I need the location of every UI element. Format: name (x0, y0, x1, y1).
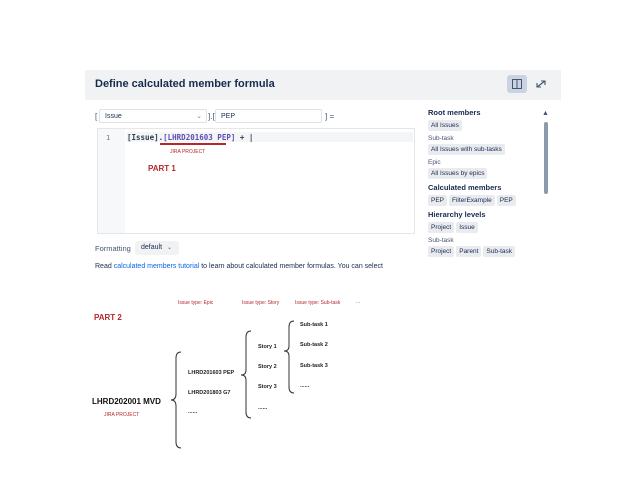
member-name-value: PEP (221, 113, 236, 120)
issue-type-ellipsis: ... (356, 299, 361, 305)
issue-type-epic-value: Epic (203, 300, 214, 306)
chip-project-2[interactable]: Project (428, 246, 454, 257)
epic-subheading: Epic (428, 159, 441, 166)
bracket-mid: ].[ (208, 112, 215, 121)
issue-type-epic-label: Issue type: (178, 300, 203, 306)
hierarchy-levels-heading: Hierarchy levels (428, 210, 486, 219)
issue-type-subtask-value: Sub-task (320, 300, 341, 306)
subtask-subheading: Sub-task (428, 135, 454, 142)
brace-stories (241, 331, 251, 418)
epic-node: LHRD201803 G7 (188, 390, 231, 396)
scroll-up-icon[interactable]: ▲ (542, 110, 549, 117)
subtask-node: Sub-task 1 (300, 322, 328, 328)
issue-type-story-value: Story (267, 300, 280, 306)
chip-filterexample[interactable]: FilterExample (449, 195, 495, 206)
tutorial-link[interactable]: calculated members tutorial (113, 263, 200, 270)
story-node: Story 1 (258, 344, 277, 350)
calculated-members-heading: Calculated members (428, 183, 502, 192)
story-node: Story 2 (258, 364, 277, 370)
epic-node: LHRD201603 PEP (188, 370, 235, 376)
root-project-label: LHRD202001 MVD (92, 397, 161, 406)
story-node: Story 3 (258, 384, 277, 390)
chip-all-issues[interactable]: All Issues (428, 120, 462, 131)
chevron-down-icon: ⌄ (166, 245, 173, 251)
issue-type-subtask-label: Issue type: (295, 300, 320, 306)
epic-node: ...... (188, 409, 198, 415)
help-suffix: to learn about calculated member formulas. You can select (199, 263, 383, 270)
help-prefix: Read (95, 263, 114, 270)
part1-label: PART 1 (148, 164, 176, 173)
issue-type-story-label: Issue type: (242, 300, 267, 306)
subtask-node: Sub-task 2 (300, 342, 328, 348)
chip-pep-2[interactable]: PEP (497, 195, 516, 206)
bracket-open: [ (95, 112, 98, 121)
formatting-label: Formatting (95, 244, 131, 253)
subtask-levels-subheading: Sub-task (428, 237, 454, 244)
code-member: [LHRD201603 PEP] (163, 133, 236, 142)
story-node: ...... (258, 405, 268, 411)
chip-project[interactable]: Project (428, 222, 454, 233)
bracket-close: ] = (325, 112, 335, 121)
jira-project-annotation: JIRA PROJECT (170, 149, 206, 155)
line-number: 1 (106, 134, 111, 142)
subtask-node: ...... (300, 383, 310, 389)
brace-subtasks (284, 321, 294, 393)
formatting-value: default (141, 244, 163, 251)
subtask-node: Sub-task 3 (300, 363, 328, 369)
root-members-heading: Root members (428, 108, 481, 117)
jira-project-label: JIRA PROJECT (104, 412, 140, 418)
chip-pep[interactable]: PEP (428, 195, 447, 206)
code-prefix: [Issue]. (127, 133, 164, 142)
chip-subtask[interactable]: Sub-task (483, 246, 515, 257)
chip-all-issues-epics[interactable]: All Issues by epics (428, 168, 487, 179)
chip-issue[interactable]: Issue (456, 222, 478, 233)
brace-epics (171, 352, 181, 448)
dimension-select-value: Issue (105, 113, 122, 120)
dialog-title: Define calculated member formula (95, 78, 275, 90)
part2-label: PART 2 (94, 313, 122, 322)
chip-all-issues-subtasks[interactable]: All Issues with sub-tasks (428, 144, 505, 155)
code-suffix: + | (235, 133, 254, 142)
chevron-down-icon: ⌄ (196, 113, 202, 120)
chip-parent[interactable]: Parent (456, 246, 481, 257)
